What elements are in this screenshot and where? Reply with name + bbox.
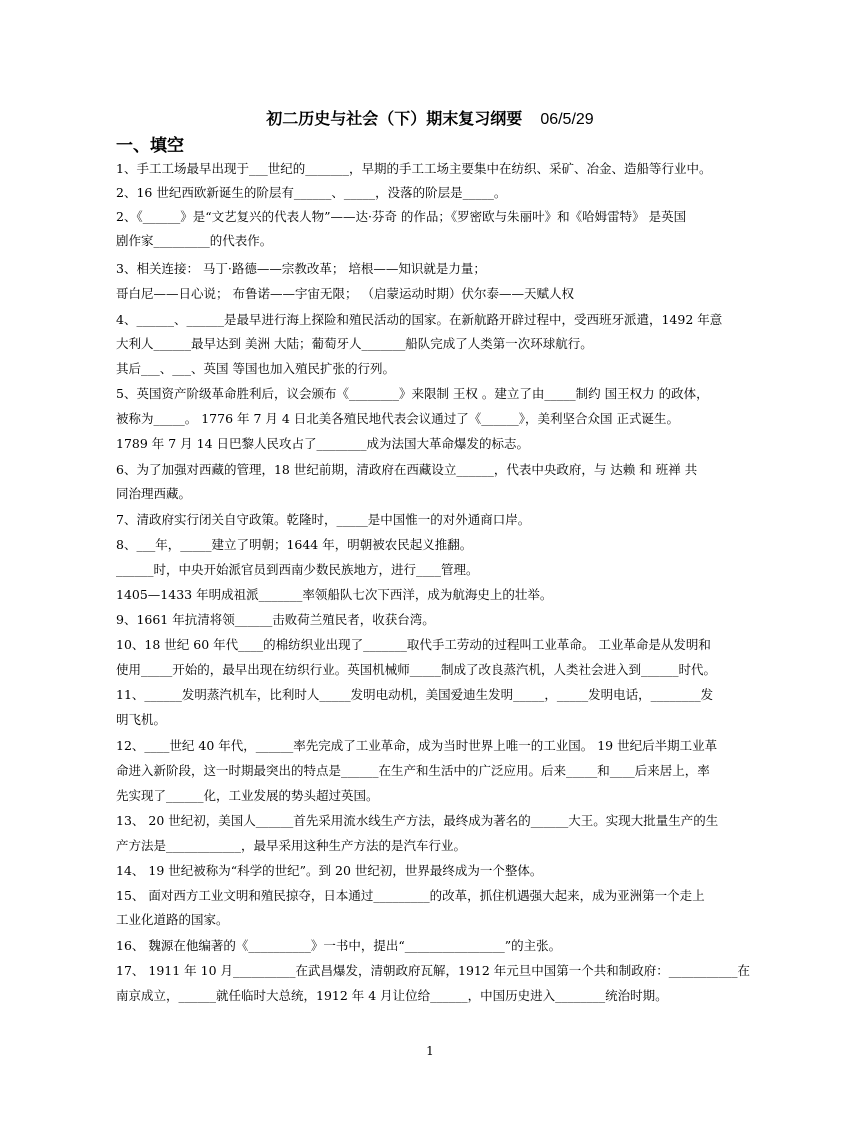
text-line: 其后___、___、英国 等国也加入殖民扩张的行列。 — [116, 361, 395, 376]
text-line: 同治理西藏。 — [116, 486, 192, 501]
text-line: 16、 魏源在他编著的《__________》一书中，提出“________________”的主张。 — [116, 938, 562, 953]
text-line: 1789 年 7 月 14 日巴黎人民攻占了________成为法国大革命爆发的标志。 — [116, 436, 530, 451]
text-line: 1、手工工场最早出现于___世纪的_______，早期的手工工场主要集中在纺织、采矿、冶金、造船等行业中。 — [116, 161, 712, 176]
text-line: 4、______、______是最早进行海上探险和殖民活动的国家。在新航路开辟过程中，受西班牙派遣，1492 年意 — [116, 312, 723, 327]
text-line: 13、 20 世纪初，美国人______首先采用流水线生产方法，最终成为著名的______大王。实现大批量生产的生 — [116, 813, 719, 828]
text-line: 6、为了加强对西藏的管理，18 世纪前期，清政府在西藏设立______，代表中央政府，与 达赖 和 班禅 共 — [116, 462, 698, 477]
text-line: 先实现了______化，工业发展的势头超过英国。 — [116, 788, 379, 803]
text-line: 14、 19 世纪被称为“科学的世纪”。到 20 世纪初，世界最终成为一个整体。 — [116, 863, 543, 878]
text-line: 大利人______最早达到 美洲 大陆；葡萄牙人_______船队完成了人类第一次环球航行。 — [116, 336, 593, 351]
text-line: 10、18 世纪 60 年代____的棉纺织业出现了_______取代手工劳动的过程叫工业革命。 工业革命是从发明和 — [116, 637, 711, 652]
text-line: 5、英国资产阶级革命胜利后，议会颁布《________》来限制 王权 。建立了由_____制约 国王权力 的政体， — [116, 386, 709, 401]
title-date: 06/5/29 — [540, 111, 594, 128]
text-line: 产方法是____________，最早采用这种生产方法的是汽车行业。 — [116, 838, 467, 853]
text-line: 命进入新阶段，这一时期最突出的特点是______在生产和生活中的广泛应用。后来_____和____后来居上，率 — [116, 763, 710, 778]
text-line: 8、___年，_____建立了明朝；1644 年，明朝被农民起义推翻。 — [116, 537, 473, 552]
section-heading: 一、填空 — [116, 136, 184, 156]
text-line: 使用_____开始的，最早出现在纺织行业。英国机械师_____制成了改良蒸汽机，人类社会进入到______时代。 — [116, 662, 717, 677]
text-line: 9、1661 年抗清将领______击败荷兰殖民者，收获台湾。 — [116, 612, 435, 627]
text-line: 剧作家_________的代表作。 — [116, 233, 273, 248]
text-line: 工业化道路的国家。 — [116, 912, 229, 927]
text-line: 被称为_____。 1776 年 7 月 4 日北美各殖民地代表会议通过了《______》，美利坚合众国 正式诞生。 — [116, 411, 680, 426]
page-number: 1 — [426, 1044, 434, 1058]
page-title — [0, 106, 860, 129]
text-line: 明飞机。 — [116, 712, 167, 727]
text-line: 2、《______》是“文艺复兴的代表人物”——达·芬奇 的作品；《罗密欧与朱丽叶》和《哈姆雷特》 是英国 — [116, 209, 687, 224]
text-line: 12、____世纪 40 年代，______率先完成了工业革命，成为当时世界上唯一的工业国。 19 世纪后半期工业革 — [116, 738, 718, 753]
text-line: 17、 1911 年 10 月__________在武昌爆发，清朝政府瓦解，1912 年元旦中国第一个共和制政府：___________在 — [116, 963, 751, 978]
text-line: 11、______发明蒸汽机车，比利时人_____发明电动机，美国爱迪生发明_____，_____发明电话，________发 — [116, 687, 714, 702]
text-line: 2、16 世纪西欧新诞生的阶层有______、_____，没落的阶层是_____。 — [116, 185, 507, 200]
title-text: 初二历史与社会（下）期末复习纲要 — [266, 109, 523, 128]
text-line: 哥白尼——日心说； 布鲁诺——宇宙无限； （启蒙运动时期）伏尔泰——天赋人权 — [116, 286, 574, 301]
text-line: 南京成立，______就任临时大总统，1912 年 4 月让位给______，中国历史进入________统治时期。 — [116, 988, 668, 1003]
text-line: 3、相关连接： 马丁·路德——宗教改革； 培根——知识就是力量； — [116, 261, 486, 276]
text-line: 7、清政府实行闭关自守政策。乾隆时，_____是中国惟一的对外通商口岸。 — [116, 512, 531, 527]
text-line: 1405—1433 年明成祖派_______率领船队七次下西洋，成为航海史上的壮举。 — [116, 587, 553, 602]
text-line: ______时，中央开始派官员到西南少数民族地方，进行____管理。 — [116, 562, 479, 577]
text-line: 15、 面对西方工业文明和殖民掠夺，日本通过_________的改革，抓住机遇强大起来，成为亚洲第一个走上 — [116, 888, 705, 903]
